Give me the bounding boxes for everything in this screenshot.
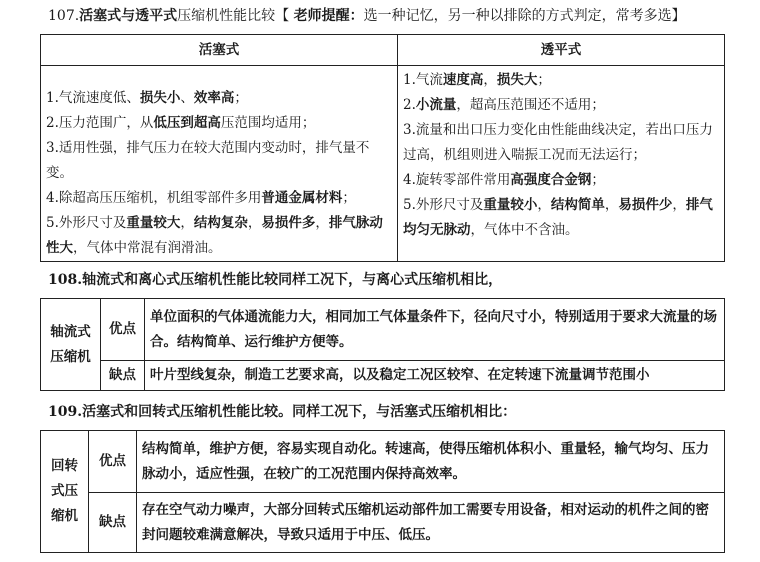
section-107-heading xyxy=(48,6,686,26)
dis-text-108: 叶片型线复杂，制造工艺要求高，以及稳定工况区较窄、在定转速下流量调节范围小 xyxy=(145,361,725,391)
comparison-table-107 xyxy=(40,34,725,262)
dis-text-109: 存在空气动力噪声，大部分回转式压缩机运动部件加工需要专用设备，相对运动的机件之间的密封问题较难满意解决，导致只适用于中压、低压。 xyxy=(137,493,725,553)
left-item: 3.适用性强，排气压力在较大范围内变动时，排气量不变。 xyxy=(46,140,370,181)
dis-label-109: 缺点 xyxy=(89,493,137,553)
right-item: 5.外形尺寸及重量较小，结构简单，易损件少，排气均匀无脉动，气体中不含油。 xyxy=(403,197,713,238)
left-item: 4.除超高压压缩机，机组零部件多用普通金属材料； xyxy=(46,190,356,206)
section-109-heading: 109.活塞式和回转式压缩机性能比较。同样工况下，与活塞式压缩机相比： xyxy=(48,404,517,420)
section-108-heading: 108.轴流式和离心式压缩机性能比较同样工况下，与离心式压缩机相比， xyxy=(48,272,503,288)
right-item: 4.旋转零部件常用高强度合金钢； xyxy=(403,172,605,188)
heading-bold: 活塞式与透平式 xyxy=(79,8,178,24)
right-item: 1.气流速度高，损失大； xyxy=(403,72,551,88)
heading-tip: 老师提醒： xyxy=(293,8,364,24)
comparison-table-109 xyxy=(40,430,725,553)
comparison-table-108 xyxy=(40,298,725,391)
left-item: 5.外形尺寸及重量较大，结构复杂，易损件多，排气脉动性大，气体中常混有润滑油。 xyxy=(46,215,383,256)
adv-label-109: 优点 xyxy=(89,431,137,493)
left-item: 2.压力范围广，从低压到超高压范围均适用； xyxy=(46,115,316,131)
row-label-108: 轴流式压缩机 xyxy=(41,299,101,391)
right-item: 3.流量和出口压力变化由性能曲线决定，若出口压力过高，机组则进入喘振工况而无法运行； xyxy=(403,122,713,163)
heading-tip-rest: 选一种记忆，另一种以排除的方式判定，常考多选】 xyxy=(363,8,686,24)
heading-number: 107. xyxy=(48,8,80,24)
col-header-left: 活塞式 xyxy=(41,35,398,66)
right-item: 2.小流量，超高压范围还不适用； xyxy=(403,97,605,113)
adv-text-109: 结构简单，维护方便，容易实现自动化。转速高，使得压缩机体积小、重量轻，输气均匀、压力脉动小，适应性强，在较广的工况范围内保持高效率。 xyxy=(137,431,725,493)
col-header-right: 透平式 xyxy=(398,35,725,66)
adv-text-108: 单位面积的气体通流能力大，相同加工气体量条件下，径向尺寸小，特别适用于要求大流量的场合。结构简单、运行维护方便等。 xyxy=(145,299,725,361)
right-list xyxy=(398,66,725,262)
row-label-109: 回转式压缩机 xyxy=(41,431,89,553)
left-list xyxy=(41,66,398,262)
heading-rest: 压缩机性能比较【 xyxy=(177,8,290,24)
dis-label-108: 缺点 xyxy=(101,361,145,391)
left-item: 1.气流速度低、损失小、效率高； xyxy=(46,90,248,106)
adv-label-108: 优点 xyxy=(101,299,145,361)
